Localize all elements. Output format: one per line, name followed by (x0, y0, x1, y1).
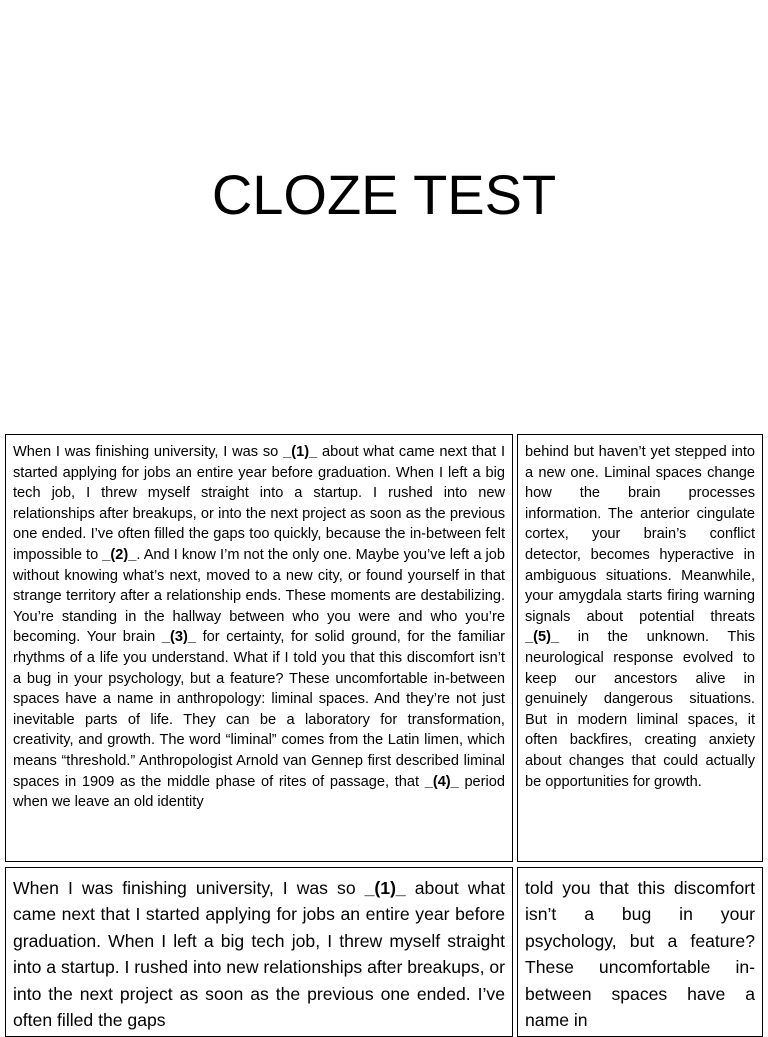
passage-table (5, 434, 763, 862)
blank-marker: _(1)_ (283, 444, 318, 460)
passage-text: period when we leave an old identity (13, 773, 506, 811)
passage-text: for certainty, for solid ground, for the familiar rhythms of a life you understand. What if I told you that this discomfort isn’t a bug in your psychology, but a feature? These uncomfortable in-between spaces have a name in anthropology: liminal spaces. And they’re not just inevitable parts of life. They can be a laboratory for transformation, creativity, and growth. The word “liminal” comes from the Latin limen, which means “threshold.” Anthropologist Arnold van Gennep first described liminal spaces in 1909 as the middle phase of rites of passage, that (13, 629, 506, 790)
blank-marker: _(1)_ (364, 878, 406, 898)
passage-repeat-right-column (517, 867, 763, 1037)
passage-repeat-table (5, 867, 763, 1037)
passage-text: . And I know I’m not the only one. Maybe you’ve left a job without knowing what’s next, moved to a new city, or found yourself in that strange territory after a relationship ends. These moments are destabilizing. You’re standing in the hallway between who you were and who you’re becoming. Your brain (13, 546, 505, 646)
passage-text: in the unknown. This neurological response evolved to keep our ancestors alive in genuinely dangerous situations. But in modern liminal spaces, it often backfires, creating anxiety about changes that could actually be opportunities for growth. (525, 629, 755, 790)
passage-text: When I was finishing university, I was so (13, 444, 284, 460)
passage-right-column (517, 434, 763, 862)
passage-text: behind but haven’t yet stepped into a new one. Liminal spaces change how the brain processes information. The anterior cingulate cortex, your brain’s conflict detector, becomes hyperactive in ambiguous situations. Meanwhile, your amygdala starts firing warning signals about potential threats (525, 444, 755, 625)
blank-marker: _(3)_ (161, 629, 196, 646)
passage-repeat-left-column (5, 867, 513, 1037)
blank-marker: _(5)_ (525, 629, 560, 646)
page-title: CLOZE TEST (211, 163, 557, 226)
passage-text: about what came next that I started applying for jobs an entire year before graduation. When I left a big tech job, I threw myself straight into a startup. I rushed into new relationships after breakups, or into the next project as soon as the previous one ended. I’ve often filled the gaps too quickly, because the in-between felt impossible to (13, 444, 505, 563)
blank-marker: _(2)_ (102, 546, 137, 563)
passage-text: When I was finishing university, I was so (13, 878, 365, 898)
blank-marker: _(4)_ (424, 773, 459, 790)
passage-text: about what came next that I started applying for jobs an entire year before graduation. When I left a big tech job, I threw myself straight into a startup. I rushed into new relationships after breakups, or into the next project as soon as the previous one ended. I’ve often filled the gaps (13, 878, 505, 1031)
passage-left-column (5, 434, 513, 862)
passage-text: told you that this discomfort isn’t a bug in your psychology, but a feature? These uncomfortable in-between spaces have a name in (525, 878, 755, 1031)
